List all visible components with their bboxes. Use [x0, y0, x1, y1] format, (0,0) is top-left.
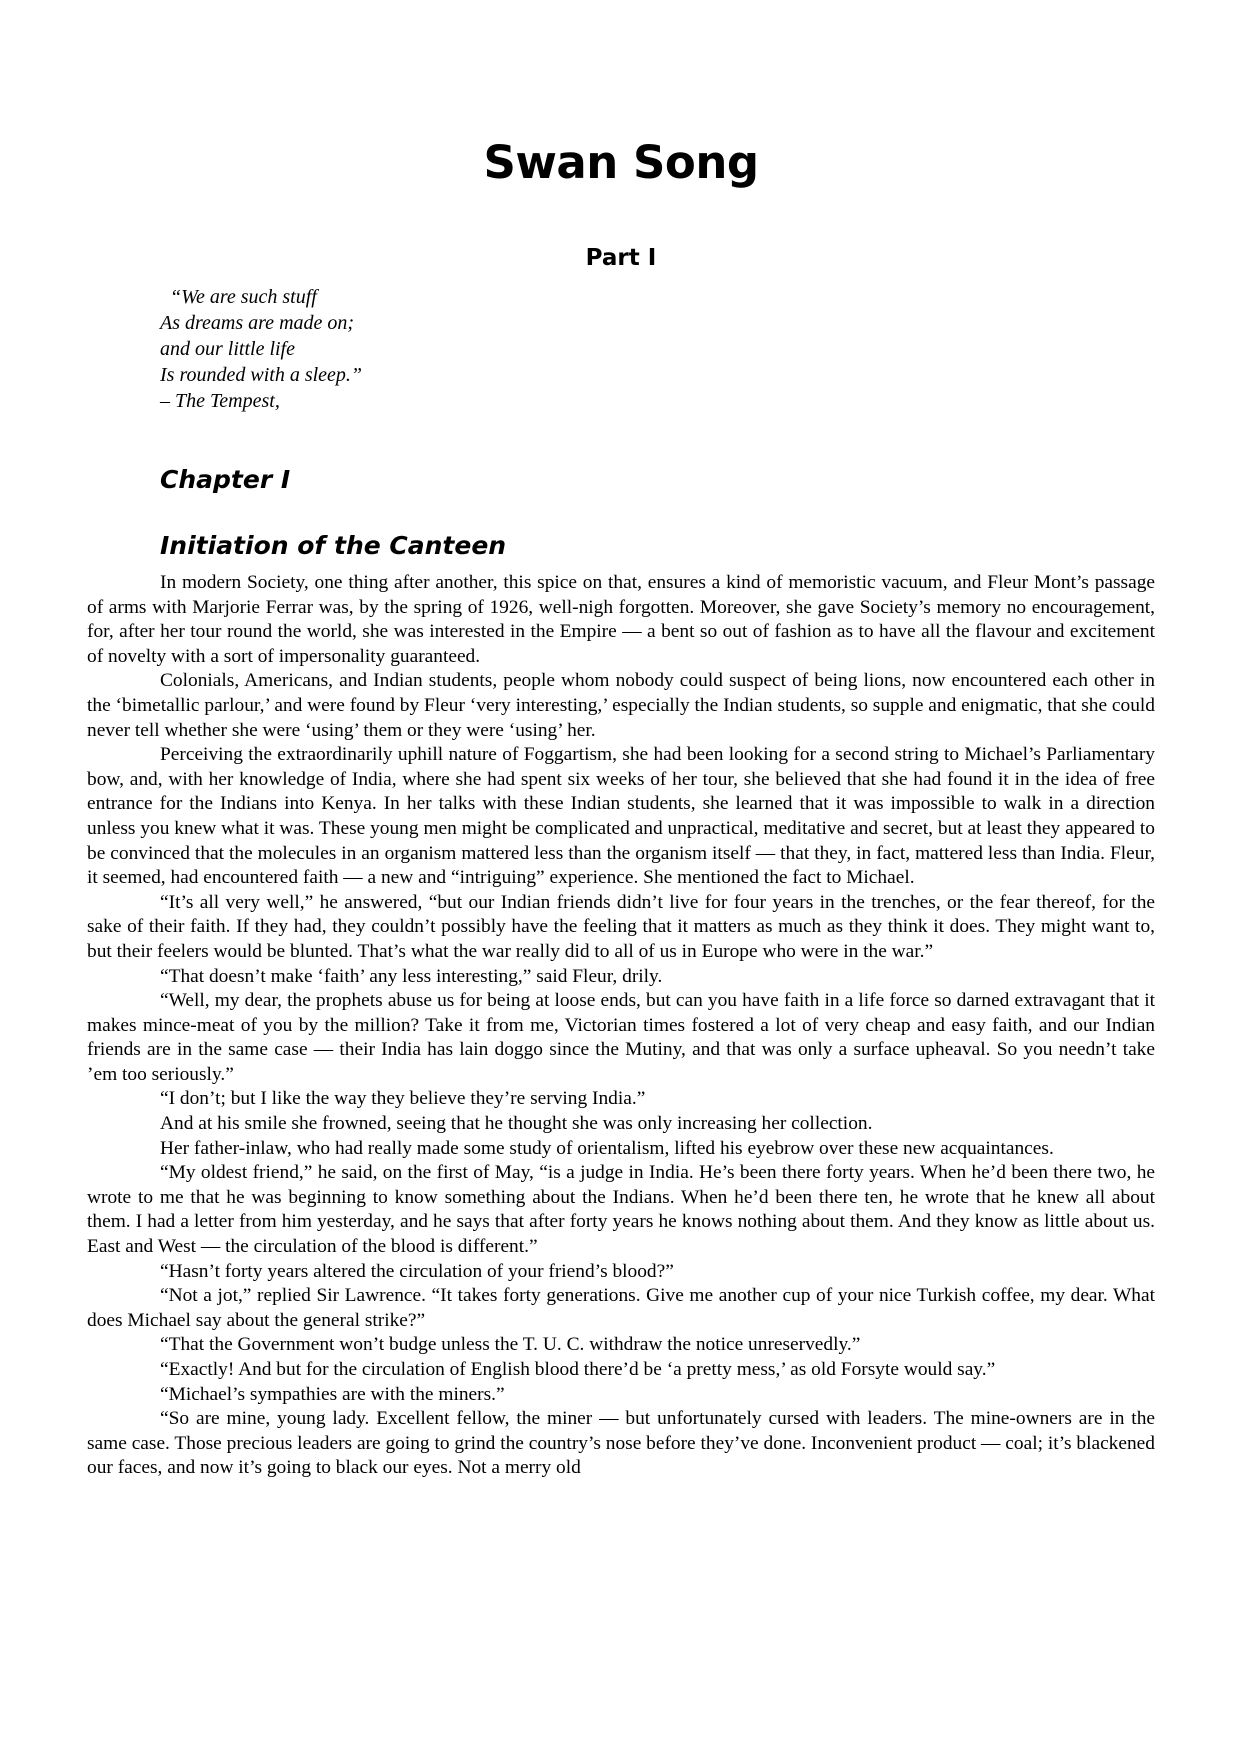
- paragraph: “Michael’s sympathies are with the miners.”: [160, 1383, 505, 1405]
- chapter-title: Initiation of the Canteen: [160, 531, 507, 560]
- paragraph: “So are mine, young lady. Excellent fellow, the miner — but unfortunately cursed with leaders. The mine-owners are in the same case. Those precious leaders are going to grind the country’s nose before they’ve done. Inconvenient product — coal; it’s blackened our faces, and now it’s going to black our eyes. Not a merry old: [87, 1408, 1155, 1479]
- paragraph: “It’s all very well,” he answered, “but our Indian friends didn’t live for four years in the trenches, or the fear thereof, for the sake of their faith. If they had, they couldn’t possibly have the feeling that it matters as much as they think it does. They might want to, but their feelers would be blunted. That’s what the war really did to all of us in Europe who were in the war.”: [87, 891, 1155, 962]
- paragraph: “My oldest friend,” he said, on the first of May, “is a judge in India. He’s been there forty years. When he’d been there two, he wrote to me that he was beginning to know something about the Indians. When he’d been there ten, he wrote that he knew all about them. I had a letter from him yesterday, and he says that after forty years he knows nothing about them. And they know as little about us. East and West — the circulation of the blood is different.”: [87, 1162, 1155, 1258]
- paragraph: “Not a jot,” replied Sir Lawrence. “It takes forty generations. Give me another cup of your nice Turkish coffee, my dear. What does Michael say about the general strike?”: [87, 1285, 1155, 1331]
- book-title: Swan Song: [483, 136, 759, 189]
- paragraph: “Exactly! And but for the circulation of English blood there’d be ‘a pretty mess,’ as old Forsyte would say.”: [160, 1359, 996, 1380]
- paragraph: Her father-inlaw, who had really made some study of orientalism, lifted his eyebrow over these new acquaintances.: [160, 1137, 1054, 1159]
- epigraph-line: “We are such stuff: [170, 286, 317, 308]
- paragraph: “Hasn’t forty years altered the circulation of your friend’s blood?”: [160, 1260, 674, 1282]
- paragraph: “Well, my dear, the prophets abuse us for being at loose ends, but can you have faith in a life force so darned extravagant that it makes mince-meat of you by the million? Take it from me, Victorian times fostered a lot of very cheap and easy faith, and our Indian friends are in the same case — their India has lain doggo since the Mutiny, and that was only a surface upheaval. So you needn’t take ’em too seriously.”: [87, 990, 1155, 1085]
- paragraph: “That the Government won’t budge unless the T. U. C. withdraw the notice unreservedly.”: [160, 1334, 861, 1356]
- epigraph-line: As dreams are made on;: [160, 312, 355, 334]
- paragraph: In modern Society, one thing after another, this spice on that, ensures a kind of memoristic vacuum, and Fleur Mont’s passage of arms with Marjorie Ferrar was, by the spring of 1926, well-nigh forgotten. Moreover, she gave Society’s memory no encouragement, for, after her tour round the world, she was interested in the Empire — a bent so out of fashion as to have all the flavour and excitement of novelty with a sort of impersonality guaranteed.: [87, 572, 1155, 667]
- paragraph: “I don’t; but I like the way they believe they’re serving India.”: [160, 1088, 646, 1110]
- paragraph: “That doesn’t make ‘faith’ any less interesting,” said Fleur, drily.: [160, 965, 663, 987]
- epigraph-line: Is rounded with a sleep.”: [160, 364, 363, 386]
- paragraph: Colonials, Americans, and Indian students, people whom nobody could suspect of being lions, now encountered each other in the ‘bimetallic parlour,’ and were found by Fleur ‘very interesting,’ especially the Indian students, so supple and enigmatic, that she could never tell whether she were ‘using’ them or they were ‘using’ her.: [87, 670, 1155, 741]
- chapter-number: Chapter I: [160, 465, 291, 494]
- epigraph: [160, 284, 362, 414]
- part-title: Part I: [585, 245, 657, 271]
- epigraph-attribution: – The Tempest,: [160, 390, 280, 412]
- paragraph: And at his smile she frowned, seeing that he thought she was only increasing her collection.: [160, 1113, 873, 1135]
- epigraph-line: and our little life: [160, 338, 295, 360]
- paragraph: Perceiving the extraordinarily uphill nature of Foggartism, she had been looking for a second string to Michael’s Parliamentary bow, and, with her knowledge of India, where she had spent six weeks of her tour, she believed that she had found it in the idea of free entrance for the Indians into Kenya. In her talks with these Indian students, she learned that it was impossible to walk in a direction unless you knew what it was. These young men might be complicated and unpractical, meditative and secret, but at least they appeared to be convinced that the molecules in an organism mattered less than the organism itself — that they, in fact, mattered less than India. Fleur, it seemed, had encountered faith — a new and “intriguing” experience. She mentioned the fact to Michael.: [87, 744, 1155, 889]
- chapter-body: [87, 571, 1155, 1481]
